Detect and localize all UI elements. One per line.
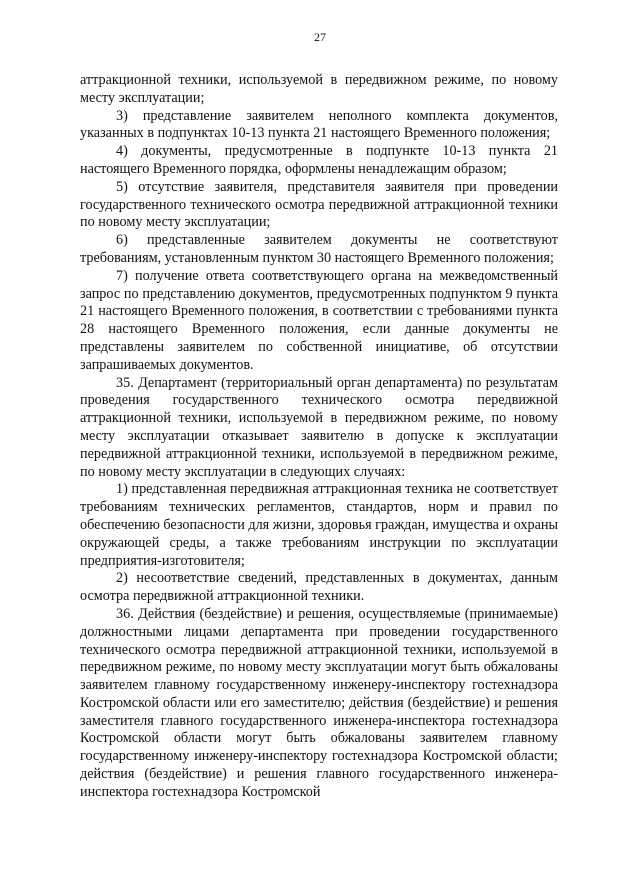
paragraph-continuation: аттракционной техники, используемой в передвижном режиме, по новому месту эксплуатации; — [80, 72, 558, 106]
paragraph-item-7: 7) получение ответа соответствующего органа на межведомственный запрос по представлению документов, предусмотренных подпунктом 9 пункта 21 настоящего Временного положения, в соответствии с требованиями пункта 28 настоящего Временного положения, если данные документы не представлены заявителем по собственной инициативе, об отсутствии запрашиваемых документов. — [80, 267, 558, 373]
paragraph-item-5: 5) отсутствие заявителя, представителя заявителя при проведении государственного технического осмотра передвижной аттракционной техники по новому месту эксплуатации; — [80, 178, 558, 231]
paragraph-section-35-item-2: 2) несоответствие сведений, представленных в документах, данным осмотра передвижной аттракционной техники. — [80, 570, 558, 605]
page-number: 27 — [314, 30, 326, 44]
paragraph-item-4: 4) документы, предусмотренные в подпункте 10-13 пункта 21 настоящего Временного порядка, оформлены ненадлежащим образом; — [80, 143, 558, 177]
document-body — [80, 72, 558, 802]
paragraph-section-35-item-1: 1) представленная передвижная аттракционная техника не соответствует требованиям технических регламентов, стандартов, норм и правил по обеспечению безопасности для жизни, здоровья граждан, имущества и охраны окружающей среды, а также требованиям инструкции по эксплуатации предприятия-изготовителя; — [80, 481, 558, 569]
paragraph-section-35: 35. Департамент (территориальный орган департамента) по результатам проведения государственного технического осмотра передвижной аттракционной техники, используемой в передвижном режиме, по новому месту эксплуатации отказывает заявителю в допуске к эксплуатации передвижной аттракционной техники, используемой в передвижном режиме, по новому месту эксплуатации в следующих случаях: — [80, 374, 558, 480]
paragraph-section-36: 36. Действия (бездействие) и решения, осуществляемые (принимаемые) должностными лицами департамента при проведении государственного технического осмотра передвижной аттракционной техники, используемой в передвижном режиме, по новому месту эксплуатации могут быть обжалованы заявителем главному государственному инженеру-инспектору гостехнадзора Костромской области или его заместителю; действия (бездействие) и решения заместителя главного государственного инженера-инспектора гостехнадзора Костромской области могут быть обжалованы заявителем главному государственному инженеру-инспектору гостехнадзора Костромской области; действия (бездействие) и решения главного государственного инженера-инспектора гостехнадзора Костромской — [80, 605, 558, 800]
paragraph-item-3: 3) представление заявителем неполного комплекта документов, указанных в подпунктах 10-13 пункта 21 настоящего Временного положения; — [80, 107, 558, 142]
paragraph-item-6: 6) представленные заявителем документы не соответствуют требованиям, установленным пунктом 30 настоящего Временного положения; — [80, 232, 558, 266]
